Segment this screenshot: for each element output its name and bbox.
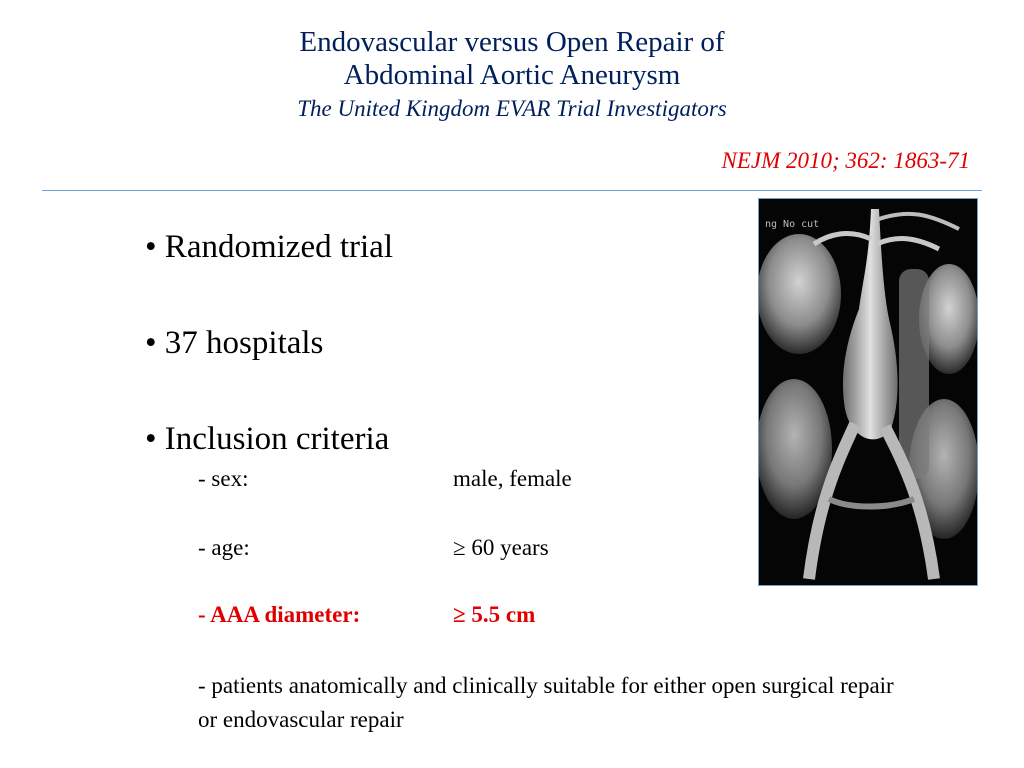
citation: NEJM 2010; 362: 1863-71 [721, 148, 970, 173]
criterion-label: - age: [198, 535, 250, 560]
bullet-inclusion-criteria: • Inclusion criteria [145, 421, 390, 457]
ct-angiogram-image [758, 198, 978, 586]
criterion-label: - sex: [198, 466, 249, 491]
criterion-aaa-diameter [198, 600, 535, 630]
bullet-randomized-trial: • Randomized trial [145, 229, 393, 265]
title-block [0, 26, 1024, 124]
bullet-hospitals: • 37 hospitals [145, 325, 324, 361]
criterion-value: ≥ 60 years [453, 535, 549, 560]
criterion-age [198, 533, 549, 563]
slide-title-line-1: Endovascular versus Open Repair of [299, 26, 725, 58]
image-overlay-text: ng No cut [765, 219, 820, 230]
criterion-sex [198, 464, 572, 494]
divider-line [42, 190, 982, 191]
criterion-value: male, female [453, 466, 572, 491]
slide-subtitle: The United Kingdom EVAR Trial Investigators [297, 96, 727, 121]
slide-title-line-2: Abdominal Aortic Aneurysm [343, 59, 681, 91]
criterion-suitability-note: - patients anatomically and clinically suitable for either open surgical repair or endovascular repair [198, 673, 894, 732]
criterion-value: ≥ 5.5 cm [453, 602, 536, 627]
ct-rendering [759, 199, 977, 585]
criterion-label: - AAA diameter: [198, 602, 361, 627]
